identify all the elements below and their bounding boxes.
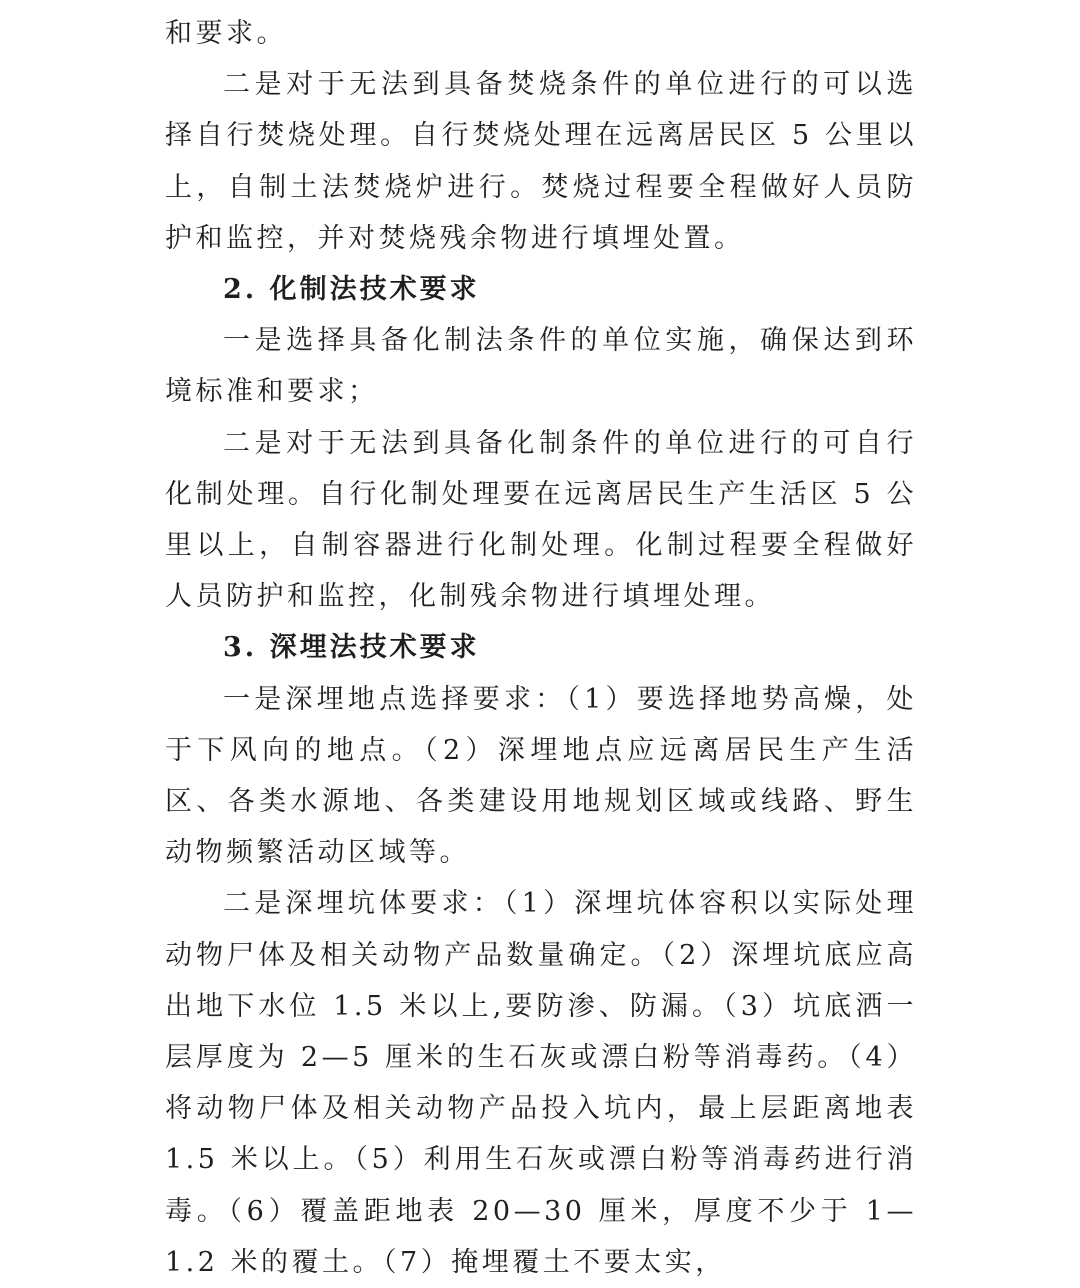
section-heading-rendering: 2. 化制法技术要求	[223, 274, 480, 306]
paragraph-burial-site-requirements: 一是深埋地点选择要求：（1）要选择地势高燥，处于下风向的地点。（2）深埋地点应远离居民生产生活区、各类水源地、各类建设用地规划区域或线路、野生动物频繁活动区域等。	[165, 683, 917, 869]
paragraph-rendering-option-one: 一是选择具备化制法条件的单位实施，确保达到环境标准和要求；	[165, 325, 917, 408]
document-page	[165, 8, 917, 1288]
paragraph-continuation: 和要求。	[165, 18, 287, 49]
paragraph-incineration-option-two: 二是对于无法到具备焚烧条件的单位进行的可以选择自行焚烧处理。自行焚烧处理在远离居民区 5 公里以上，自制土法焚烧炉进行。焚烧过程要全程做好人员防护和监控，并对焚烧残余物进行填埋处置。	[165, 69, 917, 254]
paragraph-rendering-option-two: 二是对于无法到具备化制条件的单位进行的可自行化制处理。自行化制处理要在远离居民生产生活区 5 公里以上，自制容器进行化制处理。化制过程要全程做好人员防护和监控，化制残余物进行填埋处理。	[165, 427, 917, 613]
section-heading-deep-burial: 3. 深埋法技术要求	[223, 632, 480, 664]
paragraph-burial-pit-requirements: 二是深埋坑体要求：（1）深埋坑体容积以实际处理动物尸体及相关动物产品数量确定。（2）深埋坑底应高出地下水位 1.5 米以上,要防渗、防漏。（3）坑底洒一层厚度为 2—5 厘米的生石灰或漂白粉等消毒药。（4）将动物尸体及相关动物产品投入坑内，最上层距离地表 1.5 米以上。（5）利用生石灰或漂白粉等消毒药进行消毒。（6）覆盖距地表 20—30 厘米，厚度不少于 1—1.2 米的覆土。（7）掩埋覆土不要太实，	[165, 888, 917, 1278]
